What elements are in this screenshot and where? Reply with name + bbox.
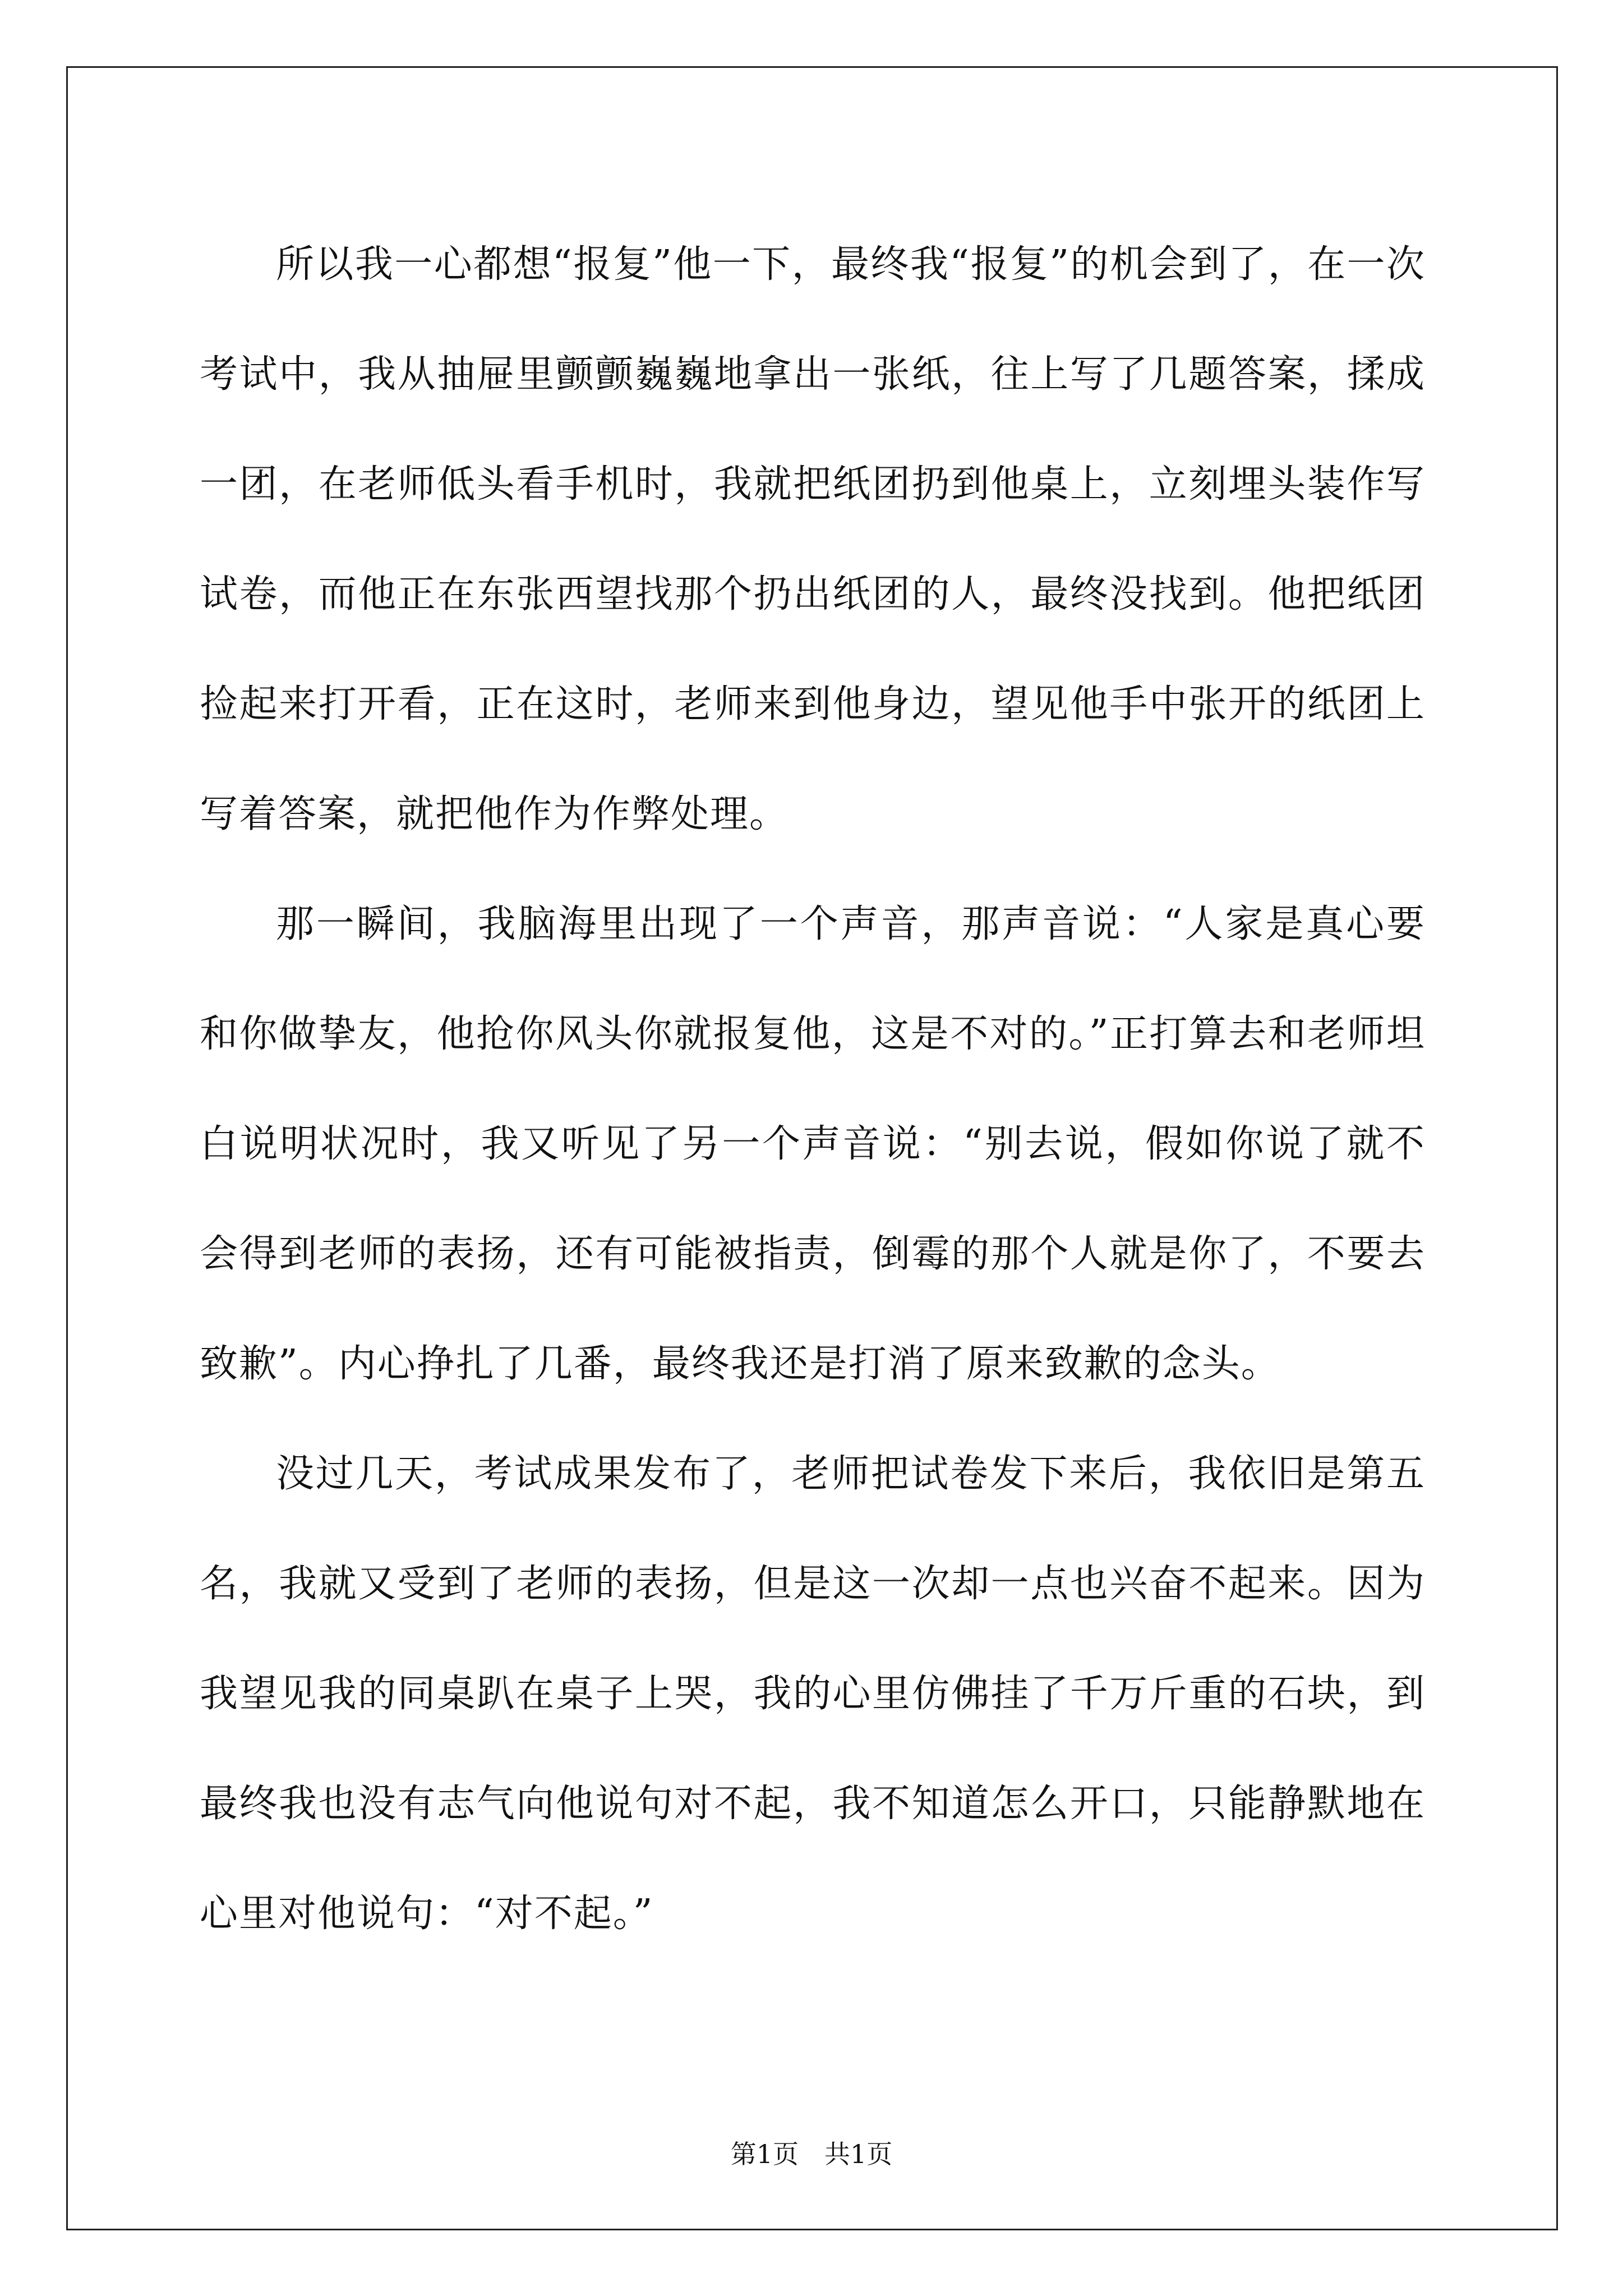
paragraph-2: 那一瞬间，我脑海里出现了一个声音，那声音说：“人家是真心要和你做挚友，他抢你风头你就报复他，这是不对的。”正打算去和老师坦白说明状况时，我又听见了另一个声音说：“别去说，假如你说了就不会得到老师的表扬，还有可能被指责，倒霉的那个人就是你了，不要去致歉”。内心挣扎了几番，最终我还是打消了原来致歉的念头。 [200, 902, 1426, 1386]
paragraph-3: 没过几天，考试成果发布了，老师把试卷发下来后，我依旧是第五名，我就又受到了老师的表扬，但是这一次却一点也兴奋不起来。因为我望见我的同桌趴在桌子上哭，我的心里仿佛挂了千万斤重的石块，到最终我也没有志气向他说句对不起，我不知道怎么开口，只能静默地在心里对他说句：“对不起。” [200, 1452, 1426, 1936]
page-footer: 第1页 共1页 [730, 2139, 893, 2169]
paragraph-1: 所以我一心都想“报复”他一下，最终我“报复”的机会到了，在一次考试中，我从抽屉里颤颤巍巍地拿出一张纸，往上写了几题答案，揉成一团，在老师低头看手机时，我就把纸团扔到他桌上，立刻埋头装作写试卷，而他正在东张西望找那个扔出纸团的人，最终没找到。他把纸团捡起来打开看，正在这时，老师来到他身边，望见他手中张开的纸团上写着答案，就把他作为作弊处理。 [200, 242, 1426, 836]
document-body [200, 210, 1426, 1969]
